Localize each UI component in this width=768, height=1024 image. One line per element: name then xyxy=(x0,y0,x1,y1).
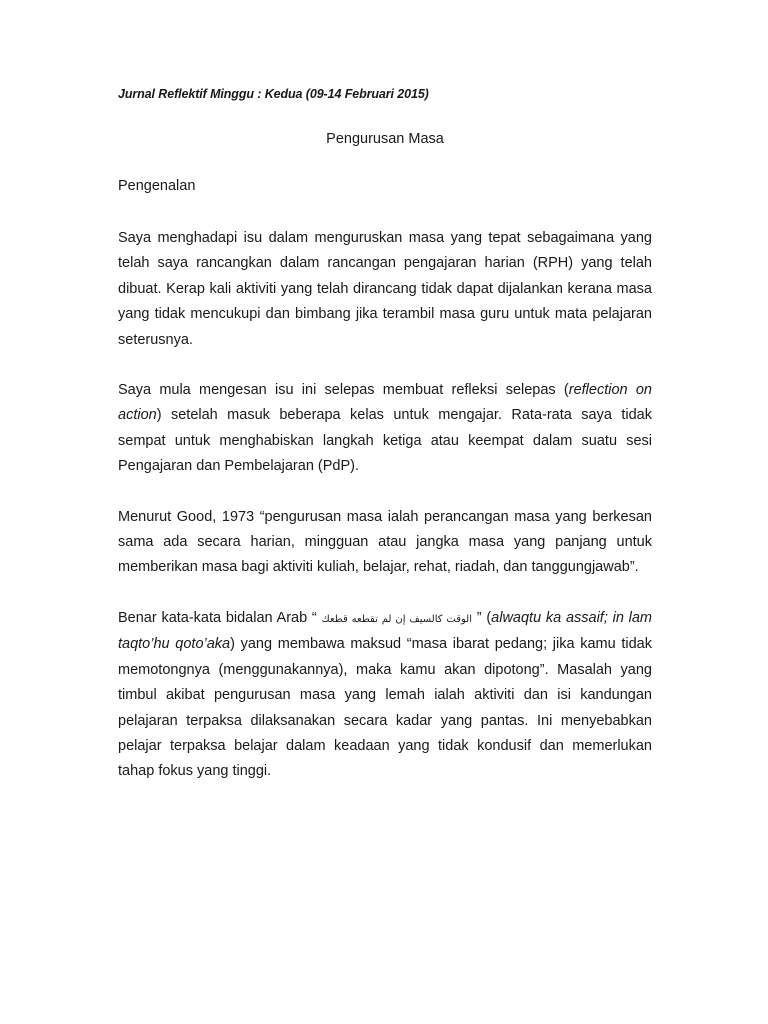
paragraph-1: Saya menghadapi isu dalam menguruskan masa yang tepat sebagaimana yang telah saya rancangkan dalam rancangan pengajaran harian (RPH) yang telah dibuat. Kerap kali aktiviti yang telah dirancang tidak dapat dijalankan kerana masa yang tidak mencukupi dan bimbang jika terambil masa guru untuk mata pelajaran seterusnya. xyxy=(118,230,652,348)
paragraph-2-italic-term: reflection on action xyxy=(118,382,652,424)
paragraph-4 xyxy=(118,606,652,785)
paragraph-4-text-end: ) yang membawa maksud “masa ibarat pedang; jika kamu tidak memotongnya (menggunakannya), maka kamu akan dipotong”. Masalah yang timbul akibat pengurusan masa yang lemah ialah aktiviti dan isi kandungan pelajaran terpaksa dilaksanakan secara kadar yang pantas. Ini menyebabkan pelajar terpaksa belajar dalam keadaan yang tidak kondusif dan memerlukan tahap fokus yang tinggi. xyxy=(118,636,652,780)
paragraph-3: Menurut Good, 1973 “pengurusan masa ialah perancangan masa yang berkesan sama ada secara harian, mingguan atau jangka masa yang panjang untuk memberikan masa bagi aktiviti kuliah, belajar, rehat, riadah, dan tanggungjawab”. xyxy=(118,508,652,576)
section-heading-introduction: Pengenalan xyxy=(118,178,196,194)
paragraph-2-text-end: ) setelah masuk beberapa kelas untuk mengajar. Rata-rata saya tidak sempat untuk menghabiskan langkah ketiga atau keempat dalam suatu sesi Pengajaran dan Pembelajaran (PdP). xyxy=(118,407,652,475)
journal-header: Jurnal Reflektif Minggu : Kedua (09-14 Februari 2015) xyxy=(118,87,429,101)
paragraph-2-text-start: Saya mula mengesan isu ini selepas membuat refleksi selepas ( xyxy=(118,382,569,399)
paragraph-4-transliteration: alwaqtu ka assaif; in lam taqto’hu qoto’aka xyxy=(118,609,653,653)
document-title: Pengurusan Masa xyxy=(326,131,444,147)
paragraph-2 xyxy=(118,378,652,480)
paragraph-4-quote-close: ” ( xyxy=(476,609,492,626)
document-page xyxy=(118,86,652,785)
arabic-proverb: الوقت كالسيف إن لم تقطعه قطعك xyxy=(321,613,473,625)
paragraph-4-text-start: Benar kata-kata bidalan Arab “ xyxy=(118,609,317,626)
